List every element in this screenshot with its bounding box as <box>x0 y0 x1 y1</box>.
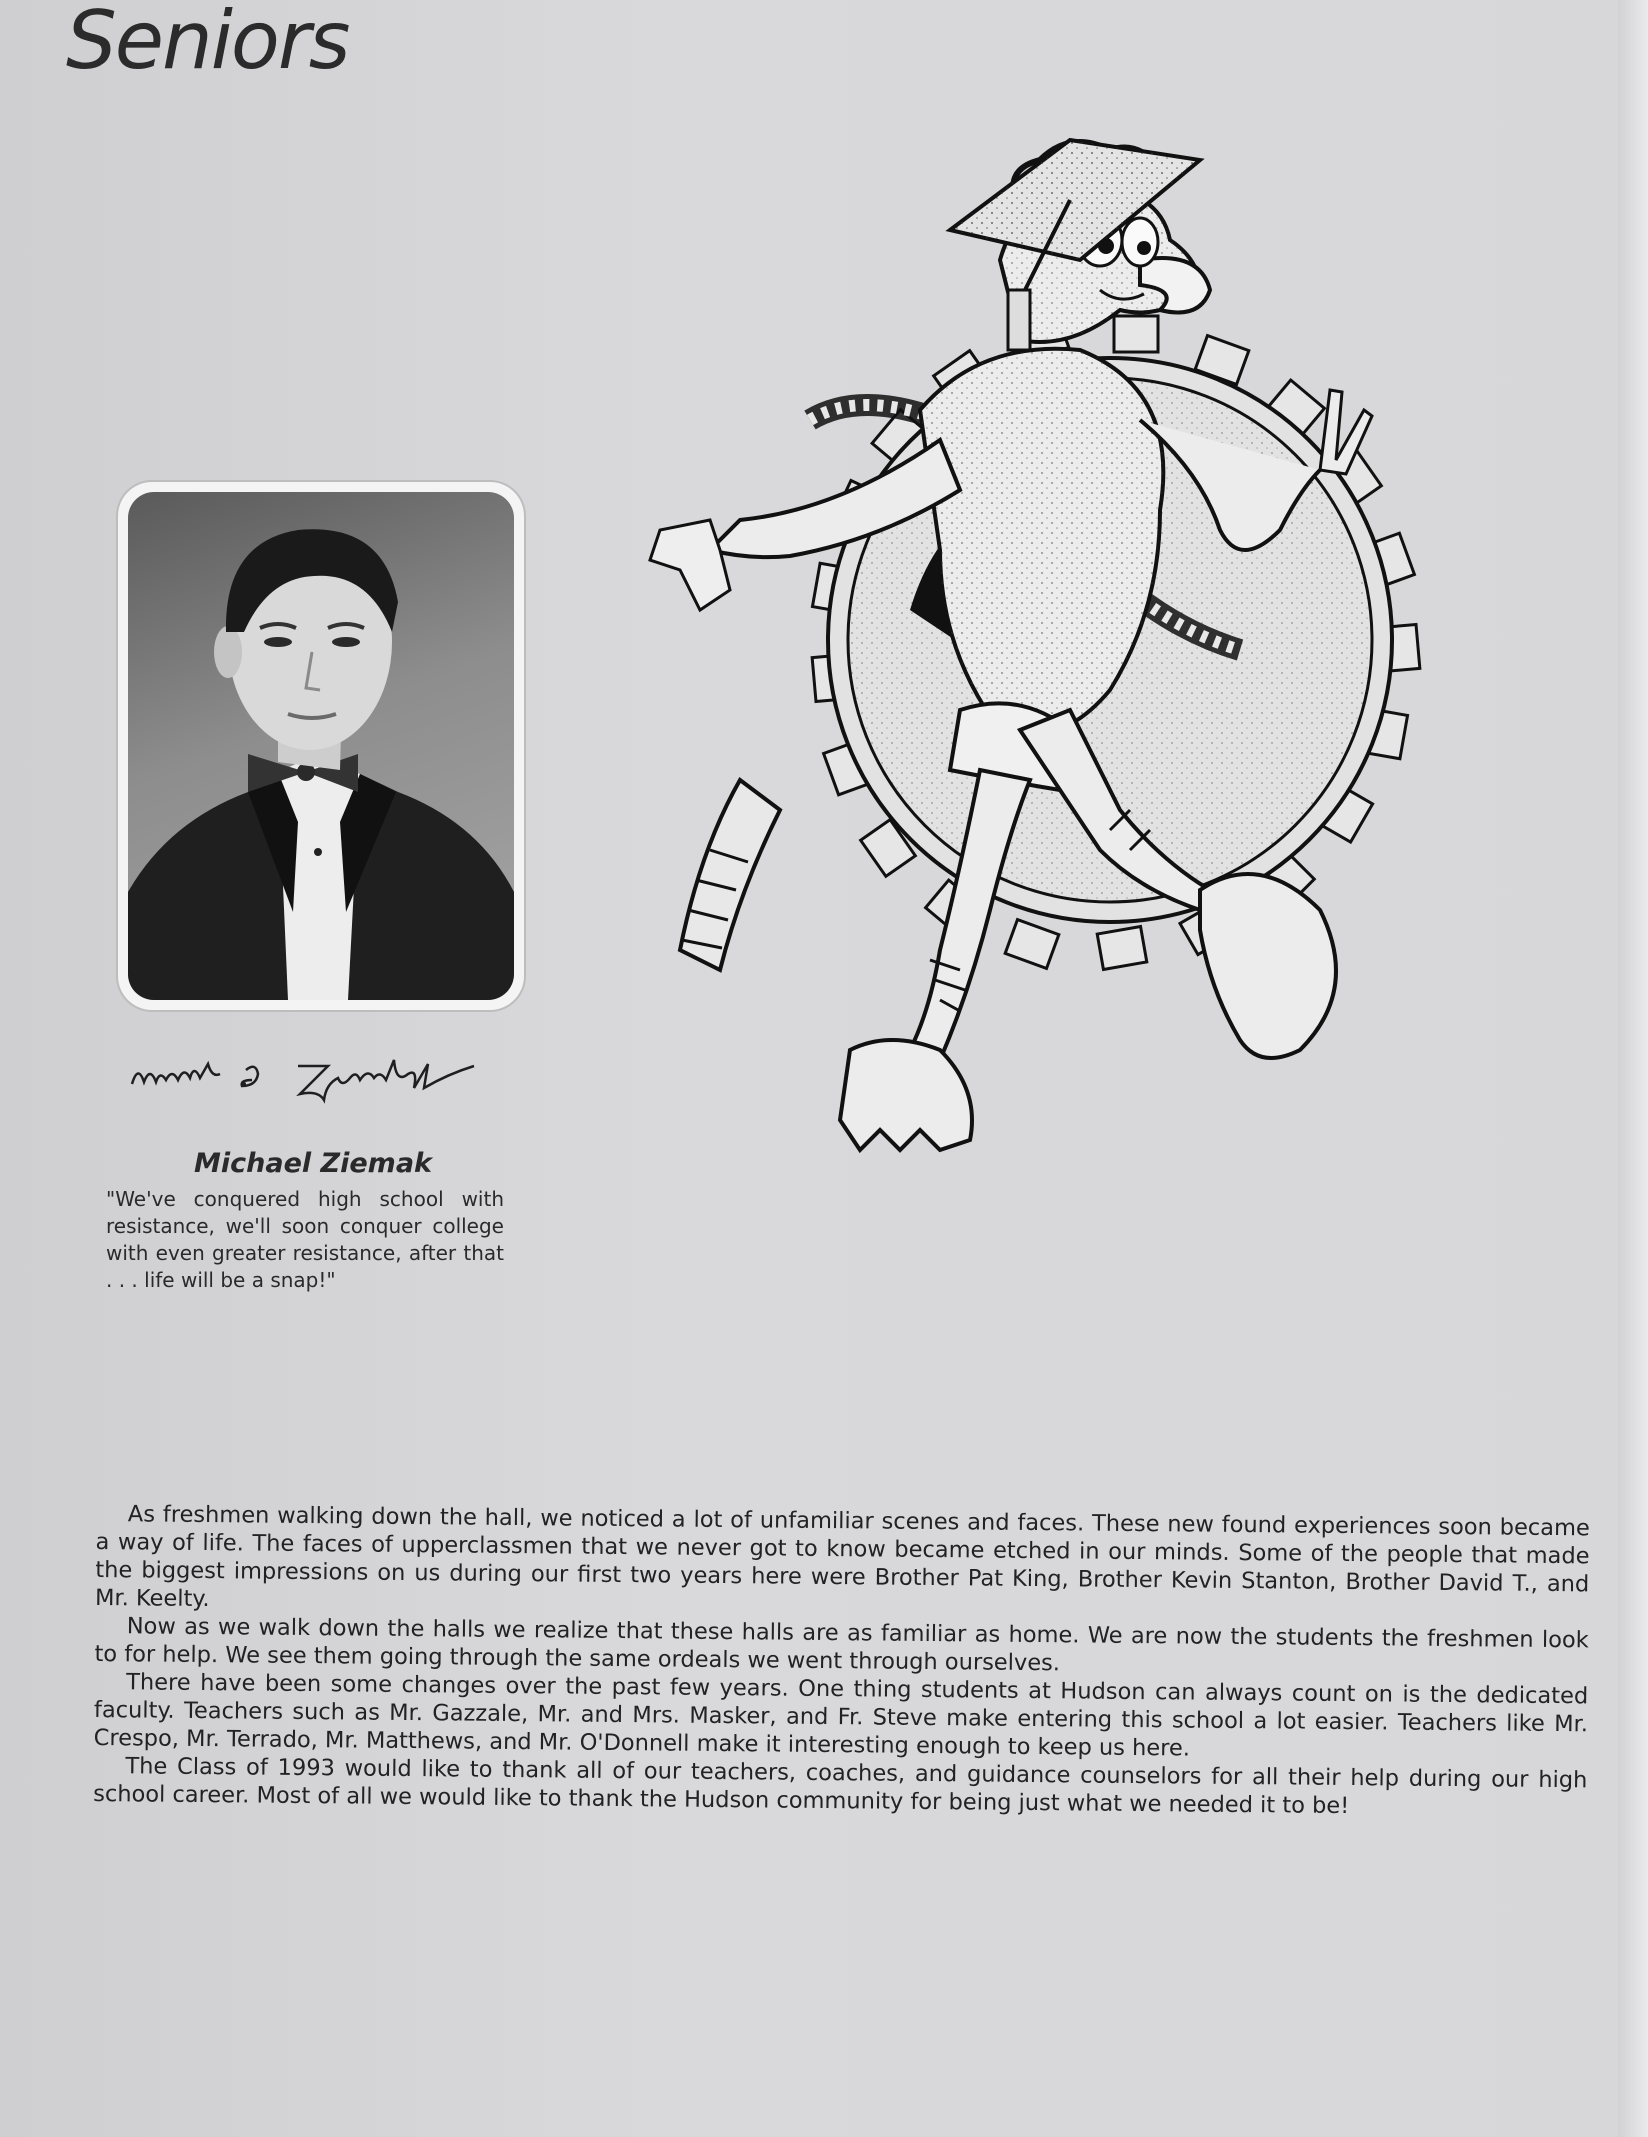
student-quote: "We've conquered high school with resistance, we'll soon conquer college with even greater resistance, after that . . . life will be a snap!" <box>106 1187 504 1292</box>
page-edge <box>1618 0 1648 2137</box>
essay <box>93 1500 1590 1822</box>
page-title: Seniors <box>66 0 349 87</box>
portrait-image <box>128 492 514 1000</box>
portrait-photo <box>128 492 514 1000</box>
student-name: Michael Ziemak <box>194 1148 432 1179</box>
essay-paragraph: The Class of 1993 would like to thank all of our teachers, coaches, and guidance counselors for all their help during our high school career. Most of all we would like to thank the Hudson community for being just what we needed it to be! <box>93 1753 1588 1820</box>
essay-paragraph: Now as we walk down the halls we realize that these halls are as familiar as home. We are now the students the freshmen look to for help. We see them going through the same ordeals we went through ourselves. <box>94 1613 1589 1677</box>
portrait-frame <box>118 482 524 1010</box>
essay-paragraph: There have been some changes over the past few years. One thing students at Hudson can always count on is the dedicated faculty. Teachers such as Mr. Gazzale, Mr. and Mrs. Masker, and Fr. Steve make entering this school a lot easier. Teachers like Mr. Crespo, Mr. Terrado, Mr. Matthews, and Mr. O'Donnell make it interesting enough to keep us here. <box>93 1669 1589 1762</box>
graduate-eagle-mascot-icon <box>640 90 1540 1270</box>
signature-icon <box>128 1044 508 1104</box>
essay-paragraph: As freshmen walking down the hall, we noticed a lot of unfamiliar scenes and faces. These new found experiences soon became a way of life. The faces of upperclassmen that we never got to know became etched in our minds. Some of the people that made the biggest impressions on us during our first two years here were Brother Pat King, Brother Kevin Stanton, Brother David T., and Mr. Keelty. <box>94 1501 1590 1613</box>
